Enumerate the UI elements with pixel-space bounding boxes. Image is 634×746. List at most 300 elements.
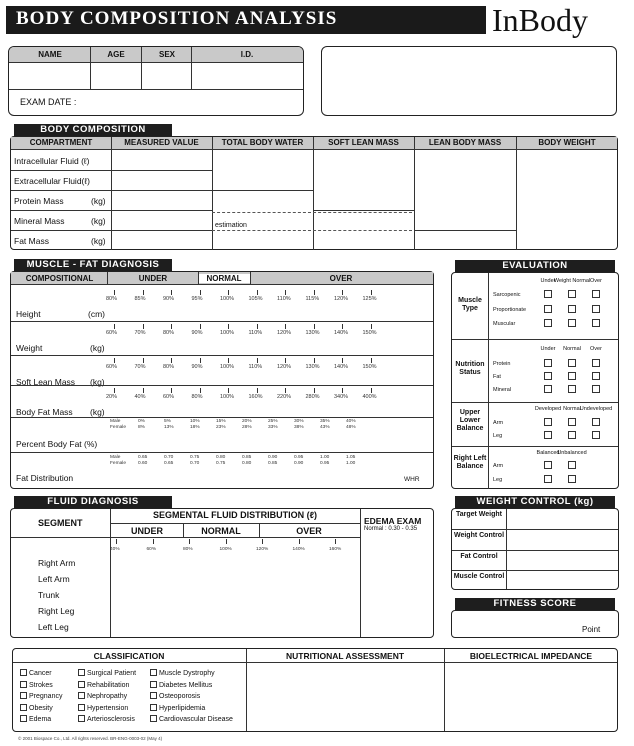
classification-item[interactable] [20,692,62,700]
pbf-male: 25% [268,419,278,424]
male-label: Male [110,419,121,424]
fd-male: 0.90 [268,455,278,460]
rule-line [342,324,343,329]
bc-col-header: COMPARTMENT [29,138,93,147]
eval-col-header: Over [590,278,602,284]
scale-tick-label: 60% [106,364,118,370]
rule-line [506,509,507,589]
bc-row-unit: (kg) [91,216,106,226]
classification-label: Hypertension [87,704,129,712]
scale-tick-label: 120% [277,364,292,370]
eval-checkbox[interactable] [592,385,600,393]
rule-line [143,324,144,329]
scale-tick-label: 400% [362,394,377,400]
muscle-fat-title: MUSCLE - FAT DIAGNOSIS [14,259,172,271]
fluid-scale-label: 40% [110,547,120,552]
classification-item[interactable] [150,681,212,689]
bc-col-header: SOFT LEAN MASS [328,138,399,147]
fd-female: 0.75 [216,461,226,466]
classification-checkbox[interactable] [78,681,85,688]
eval-checkbox[interactable] [592,372,600,380]
brand-logo: InBody [492,2,588,38]
edema-normal: Normal : 0.30 - 0.35 [364,526,418,532]
bc-col-header: LEAN BODY MASS [428,138,502,147]
scale-tick-label: 20% [106,394,118,400]
eval-col-header: Undeveloped [579,406,613,412]
classification-checkbox[interactable] [150,704,157,711]
eval-row-label: Muscular [493,321,516,327]
rule-line [516,137,517,250]
classification-item[interactable] [20,681,53,689]
rule-line [114,358,115,363]
scale-tick-label: 160% [248,394,263,400]
classification-checkbox[interactable] [150,669,157,676]
scale-tick-label: 105% [248,296,263,302]
eval-checkbox[interactable] [592,319,600,327]
classification-label: Hyperlipidemia [159,704,206,712]
scale-tick-label: 150% [362,330,377,336]
fluid-segment: Left Leg [38,622,69,632]
fluid-segment-label: SEGMENT [38,518,83,528]
pbf-male: 40% [346,419,356,424]
rule-line [452,339,618,340]
scale-tick-label: 70% [134,364,146,370]
pbf-female: 28% [242,425,252,430]
pbf-male: 20% [242,419,252,424]
classification-checkbox[interactable] [78,669,85,676]
rule-line [285,290,286,295]
rule-line [452,570,618,571]
rule-line [114,324,115,329]
rule-line [488,273,489,489]
classification-label: Cardiovascular Disease [159,716,233,723]
scale-tick-label: 60% [106,330,118,336]
fluid-normal-label: NORMAL [201,526,241,536]
scale-tick-label: 110% [277,296,291,302]
pbf-female: 43% [320,425,330,430]
mf-row-unit: (cm) [88,309,105,319]
eval-row-label: Leg [493,477,503,483]
pbf-female: 48% [346,425,356,430]
mf-row-unit: (kg) [90,343,105,353]
eval-checkbox[interactable] [568,431,576,439]
classification-item[interactable] [20,715,51,723]
classification-label: Cancer [29,670,52,677]
eval-checkbox[interactable] [568,418,576,426]
eval-row-label: Fat [493,374,501,380]
mf-row-label: Body Fat Mass [16,407,73,417]
eval-checkbox[interactable] [544,305,552,313]
rule-line [11,321,433,322]
eval-checkbox[interactable] [592,359,600,367]
eval-checkbox[interactable] [568,372,576,380]
pbf-female: 23% [216,425,226,430]
rule-line [314,324,315,329]
scale-tick-label: 125% [362,296,377,302]
rule-line [226,539,227,544]
scale-tick-label: 280% [305,394,320,400]
eval-checkbox[interactable] [592,305,600,313]
scale-tick-label: 90% [191,364,203,370]
rule-line [200,358,201,363]
pbf-female: 33% [268,425,278,430]
rule-line [228,358,229,363]
wc-row-label: Fat Control [460,553,498,560]
eval-checkbox[interactable] [568,290,576,298]
scale-tick-label: 150% [362,364,377,370]
bc-row-label: Fat Mass [14,236,49,246]
fluid-scale-label: 60% [146,547,157,552]
eval-col-header: Weight Normal [553,278,591,284]
eval-group-label: Upper Lower Balance [456,409,484,432]
female-label: Female [110,461,126,466]
classification-checkbox[interactable] [20,715,27,722]
fluid-segment: Right Arm [38,558,76,568]
mf-row-label: Soft Lean Mass [16,377,76,387]
classification-checkbox[interactable] [20,704,27,711]
rule-line [11,355,433,356]
scale-tick-label: 220% [277,394,292,400]
body-composition-title: BODY COMPOSITION [14,124,172,136]
fluid-segment: Left Arm [38,574,70,584]
classification-checkbox[interactable] [150,692,157,699]
eval-checkbox[interactable] [568,359,576,367]
rule-line [171,358,172,363]
rule-line [171,388,172,393]
scale-tick-label: 100% [220,330,235,336]
eval-checkbox[interactable] [544,385,552,393]
scale-tick-label: 100% [220,394,235,400]
classification-item[interactable] [78,715,135,723]
rule-line [313,210,414,211]
rule-line [299,539,300,544]
rule-line [228,388,229,393]
female-label: Female [110,425,126,430]
bc-row-label: Protein Mass [14,196,64,206]
bc-col-header: TOTAL BODY WATER [221,138,304,147]
eval-col-header: Normal [563,406,581,412]
body-composition-table [10,136,618,250]
bc-row-label: Extracellular Fluid(ℓ) [14,176,90,186]
scale-tick-label: 80% [163,330,175,336]
rule-line [257,388,258,393]
fd-female: 0.60 [138,461,148,466]
normal-label: NORMAL [198,274,250,283]
rule-line [228,324,229,329]
rule-line [313,137,314,250]
eval-checkbox[interactable] [568,475,576,483]
rule-line [335,539,336,544]
rule-line [257,290,258,295]
scale-tick-label: 95% [191,296,203,302]
fluid-segment: Right Leg [38,606,75,616]
mf-row-unit: (kg) [90,407,105,417]
male-label: Male [110,455,121,460]
mf-row-label: Height [16,309,41,319]
classification-item[interactable] [78,692,127,700]
whr-unit: WHR [404,476,420,483]
classification-checkbox[interactable] [78,692,85,699]
fd-male: 0.75 [190,455,200,460]
classification-item[interactable] [150,692,200,700]
rule-line [452,402,618,403]
eval-checkbox[interactable] [544,475,552,483]
rule-line [314,290,315,295]
fd-female: 0.90 [294,461,304,466]
eval-checkbox[interactable] [568,461,576,469]
exam-date-label: EXAM DATE : [20,97,77,107]
scale-tick-label: 110% [248,364,263,370]
rule-line [228,290,229,295]
fluid-under-label: UNDER [130,526,163,536]
rule-line [257,358,258,363]
scale-tick-label: 70% [134,330,146,336]
rule-line [143,358,144,363]
scale-tick-label: 80% [106,296,118,302]
fluid-distribution-title: SEGMENTAL FLUID DISTRIBUTION (ℓ) [152,510,318,520]
classification-checkbox[interactable] [150,681,157,688]
eval-row-label: Arm [493,420,504,426]
fitness-unit: Point [582,625,601,634]
eval-col-header: Normal [563,346,581,352]
classification-item[interactable] [78,681,129,689]
eval-checkbox[interactable] [592,418,600,426]
bc-row-label: Mineral Mass [14,216,65,226]
rule-line [143,388,144,393]
fitness-title: FITNESS SCORE [455,598,615,610]
rule-line [11,190,212,191]
scale-tick-label: 80% [191,394,203,400]
eval-checkbox[interactable] [544,418,552,426]
eval-row-label: Sarcopenic [493,292,521,298]
pbf-male: 5% [164,419,171,424]
scale-tick-label: 120% [277,330,292,336]
fluid-scale-label: 80% [183,547,193,552]
eval-col-header: Under [540,346,556,352]
fd-male: 1.00 [320,455,330,460]
rule-line [342,358,343,363]
classification-checkbox[interactable] [20,669,27,676]
rule-line [11,170,212,171]
pbf-male: 10% [190,419,200,424]
nutritional-title: NUTRITIONAL ASSESSMENT [285,651,405,661]
rule-line [200,290,201,295]
rule-line [212,190,313,191]
page-title: BODY COMPOSITION ANALYSIS [16,8,338,29]
scale-tick-label: 85% [134,296,146,302]
pbf-male: 30% [294,419,304,424]
eval-checkbox[interactable] [568,385,576,393]
classification-checkbox[interactable] [20,692,27,699]
sex-label: SEX [158,50,175,59]
scale-tick-label: 60% [163,394,175,400]
eval-checkbox[interactable] [544,461,552,469]
pbf-label: Percent Body Fat (%) [16,439,98,449]
eval-col-header: Unbalanced [557,450,587,456]
classification-item[interactable] [78,704,128,712]
classification-checkbox[interactable] [78,715,85,722]
eval-row-label: Protein [493,361,511,367]
name-label: NAME [38,50,62,59]
rule-line [285,324,286,329]
fluid-scale-label: 140% [292,547,305,552]
fd-male: 1.05 [346,455,356,460]
scale-tick-label: 140% [334,364,349,370]
classification-item[interactable] [20,669,52,677]
fluid-scale-label: 100% [219,547,232,552]
pbf-female: 13% [164,425,174,430]
eval-col-header: Under [540,278,556,284]
eval-checkbox[interactable] [544,319,552,327]
classification-item[interactable] [150,704,205,712]
scale-tick-label: 40% [134,394,146,400]
rule-line [342,388,343,393]
wc-row-label: Target Weight [455,511,503,518]
fd-male: 0.80 [216,455,226,460]
rule-line [143,290,144,295]
rule-line [452,446,618,447]
pbf-male: 0% [138,419,145,424]
weight-control-title: WEIGHT CONTROL (kg) [455,496,615,508]
eval-checkbox[interactable] [592,431,600,439]
bc-row-label: Intracellular Fluid (ℓ) [14,156,90,166]
classification-label: Edema [29,716,52,723]
bc-row-unit: (kg) [91,196,106,206]
eval-checkbox[interactable] [568,319,576,327]
rule-line [200,388,201,393]
eval-row-label: Proportionate [493,307,527,313]
classification-item[interactable] [150,669,215,677]
classification-label: Obesity [29,704,53,712]
scale-tick-label: 130% [305,364,320,370]
classification-checkbox[interactable] [78,704,85,711]
classification-label: Osteoporosis [159,693,201,700]
rule-line [200,324,201,329]
scale-tick-label: 90% [191,330,203,336]
rule-line [371,388,372,393]
pbf-male: 15% [216,419,226,424]
eval-row-label: Leg [493,433,503,439]
rule-line [371,290,372,295]
rule-line [11,452,433,453]
age-label: AGE [107,50,125,59]
over-label: OVER [329,274,353,283]
classification-checkbox[interactable] [150,715,157,722]
eval-checkbox[interactable] [544,431,552,439]
compositional-label: COMPOSITIONAL [25,274,94,283]
eval-checkbox[interactable] [544,290,552,298]
rule-line [257,324,258,329]
eval-row-label: Arm [493,463,504,469]
rule-line [116,539,117,544]
classification-item[interactable] [150,715,233,723]
eval-checkbox[interactable] [544,372,552,380]
eval-col-header: Over [590,346,602,352]
fat-distribution-label: Fat Distribution [16,473,74,483]
eval-row-label: Mineral [493,387,512,393]
classification-checkbox[interactable] [20,681,27,688]
scale-tick-label: 115% [305,296,320,302]
estimation-note: estimation [215,222,247,229]
fluid-scale-label: 160% [329,547,342,552]
rule-line [212,137,213,250]
rule-line [452,550,618,551]
fluid-scale-label: 120% [256,547,269,552]
rule-line [171,290,172,295]
classification-label: Muscle Dystrophy [159,670,215,677]
wc-row-label: Muscle Control [453,573,505,580]
rule-line [285,388,286,393]
fd-female: 0.80 [242,461,252,466]
rule-line [171,324,172,329]
classification-label: Nephropathy [87,693,128,700]
bc-col-header: MEASURED VALUE [124,138,199,147]
id-label: I.D. [240,50,254,59]
classification-item[interactable] [20,704,53,712]
rule-line [314,358,315,363]
rule-line [314,388,315,393]
classification-item[interactable] [78,669,136,677]
bc-row-unit: (kg) [91,236,106,246]
classification-label: Rehabilitation [87,681,130,689]
wc-row-label: Weight Control [453,532,505,539]
rule-line [189,539,190,544]
edema-title: EDEMA EXAM [364,516,422,526]
rule-line [11,385,433,386]
rule-line [153,539,154,544]
rule-line [452,529,618,530]
evaluation-title: EVALUATION [455,260,615,272]
rule-line [371,358,372,363]
fluid-segment: Trunk [38,590,60,600]
bc-col-header: BODY WEIGHT [538,138,596,147]
scale-tick-label: 120% [334,296,349,302]
rule-line [285,358,286,363]
eval-checkbox[interactable] [592,290,600,298]
fluid-over-label: OVER [296,526,322,536]
rule-line [414,137,415,250]
rule-line [114,290,115,295]
rule-line [342,290,343,295]
under-label: UNDER [138,274,168,283]
classification-label: Strokes [29,681,53,689]
fd-female: 1.00 [346,461,356,466]
rule-line [11,417,433,418]
rule-line [111,137,112,250]
fd-female: 0.65 [164,461,174,466]
pbf-male: 35% [320,419,330,424]
eval-col-header: Developed [534,406,562,412]
impedance-title: BIOELECTRICAL IMPEDANCE [469,651,593,661]
pbf-female: 8% [138,425,145,430]
eval-checkbox[interactable] [568,305,576,313]
classification-label: Arteriosclerosis [87,716,135,723]
eval-group-label: Right Left Balance [453,455,487,470]
rule-line [11,230,212,231]
eval-checkbox[interactable] [544,359,552,367]
rule-line [371,324,372,329]
eval-col-header: Balanced [536,450,560,456]
classification-label: Pregnancy [29,693,63,700]
rule-line [262,539,263,544]
scale-tick-label: 80% [163,364,175,370]
classification-label: Diabetes Mellitus [159,681,213,689]
fd-male: 0.70 [164,455,174,460]
fd-male: 0.85 [242,455,252,460]
fd-female: 0.95 [320,461,330,466]
fd-female: 0.85 [268,461,278,466]
rule-line [11,210,212,211]
